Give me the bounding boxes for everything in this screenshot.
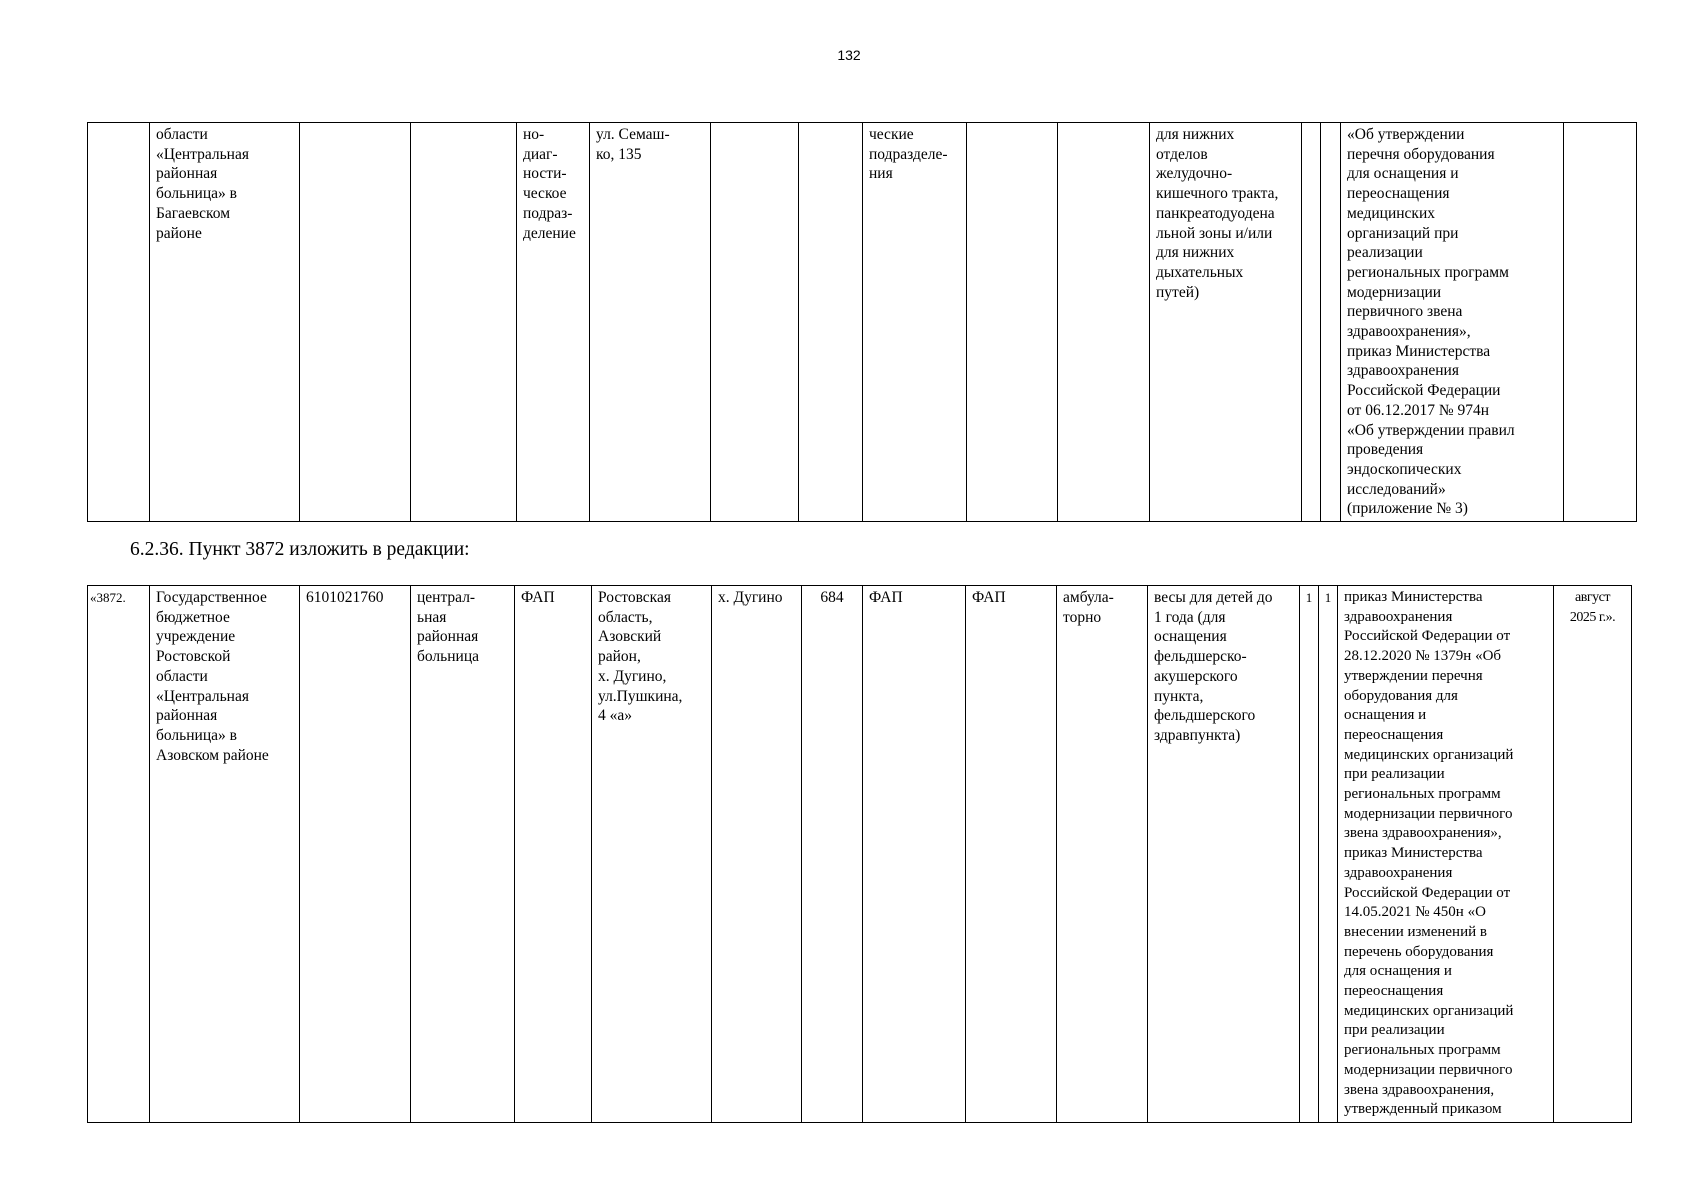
cell-deadline: август 2025 г.».: [1554, 586, 1632, 1123]
cell-locality: х. Дугино: [712, 586, 802, 1123]
cell-population: 684: [802, 586, 863, 1123]
cell-inn: [300, 123, 411, 522]
cell-legal-basis: приказ Министерства здравоохранения Российской Федерации от 28.12.2020 № 1379н «Об утверждении перечня оборудования для оснащения и переоснащения медицинских организаций при реализации региональных программ модернизации первичного звена здравоохранения», приказ Министерства здравоохранения Российской Федерации от 14.05.2021 № 450н «О внесении изменений в перечень оборудования для оснащения и переоснащения медицинских организаций при реализации региональных программ модернизации первичного звена здравоохранения, утвержденный приказом: [1338, 586, 1554, 1123]
cell-quantity-b: [1321, 123, 1341, 522]
cell-address: Ростовская область, Азовский район, х. Дугино, ул.Пушкина, 4 «а»: [592, 586, 712, 1123]
cell-unit-type: ФАП: [515, 586, 592, 1123]
cell-deadline: [1564, 123, 1637, 522]
registry-table-item-3872: [87, 585, 1632, 1123]
registry-table-continued: [87, 122, 1637, 522]
cell-care-conditions: [1058, 123, 1150, 522]
cell-subdivision: ческие подразделе- ния: [863, 123, 967, 522]
cell-equipment: для нижних отделов желудочно- кишечного тракта, панкреатодуодена льной зоны и/или для нижних дыхательных путей): [1150, 123, 1302, 522]
cell-address: ул. Семаш- ко, 135: [590, 123, 711, 522]
cell-organization: области «Центральная районная больница» в Багаевском районе: [150, 123, 300, 522]
cell-population: [799, 123, 863, 522]
table-row: [88, 123, 1637, 522]
cell-organization: Государственное бюджетное учреждение Ростовской области «Центральная районная больница» в Азовском районе: [150, 586, 300, 1123]
cell-quantity-a: [1302, 123, 1321, 522]
cell-subdivision-type: ФАП: [966, 586, 1057, 1123]
page-number: 132: [837, 47, 861, 63]
cell-quantity-a: 1: [1300, 586, 1319, 1123]
cell-legal-basis: «Об утверждении перечня оборудования для оснащения и переоснащения медицинских организаций при реализации региональных программ модернизации первичного звена здравоохранения», приказ Министерства здравоохранения Российской Федерации от 06.12.2017 № 974н «Об утверждении правил проведения эндоскопических исследований» (приложение № 3): [1341, 123, 1564, 522]
cell-number: [88, 123, 150, 522]
cell-quantity-b: 1: [1319, 586, 1338, 1123]
cell-org-type: централ- ьная районная больница: [411, 586, 515, 1123]
cell-number: «3872.: [88, 586, 150, 1123]
cell-org-type: [411, 123, 517, 522]
cell-subdivision: ФАП: [863, 586, 966, 1123]
cell-locality: [711, 123, 799, 522]
cell-subdivision-type: [967, 123, 1058, 522]
cell-equipment: весы для детей до 1 года (для оснащения фельдшерско- акушерского пункта, фельдшерского здравпункта): [1148, 586, 1300, 1123]
table-row: [88, 586, 1632, 1123]
cell-inn: 6101021760: [300, 586, 411, 1123]
cell-unit-type: но- диаг- ности- ческое подраз- деление: [517, 123, 590, 522]
section-heading: 6.2.36. Пункт 3872 изложить в редакции:: [130, 539, 470, 560]
cell-care-conditions: амбула- торно: [1057, 586, 1148, 1123]
